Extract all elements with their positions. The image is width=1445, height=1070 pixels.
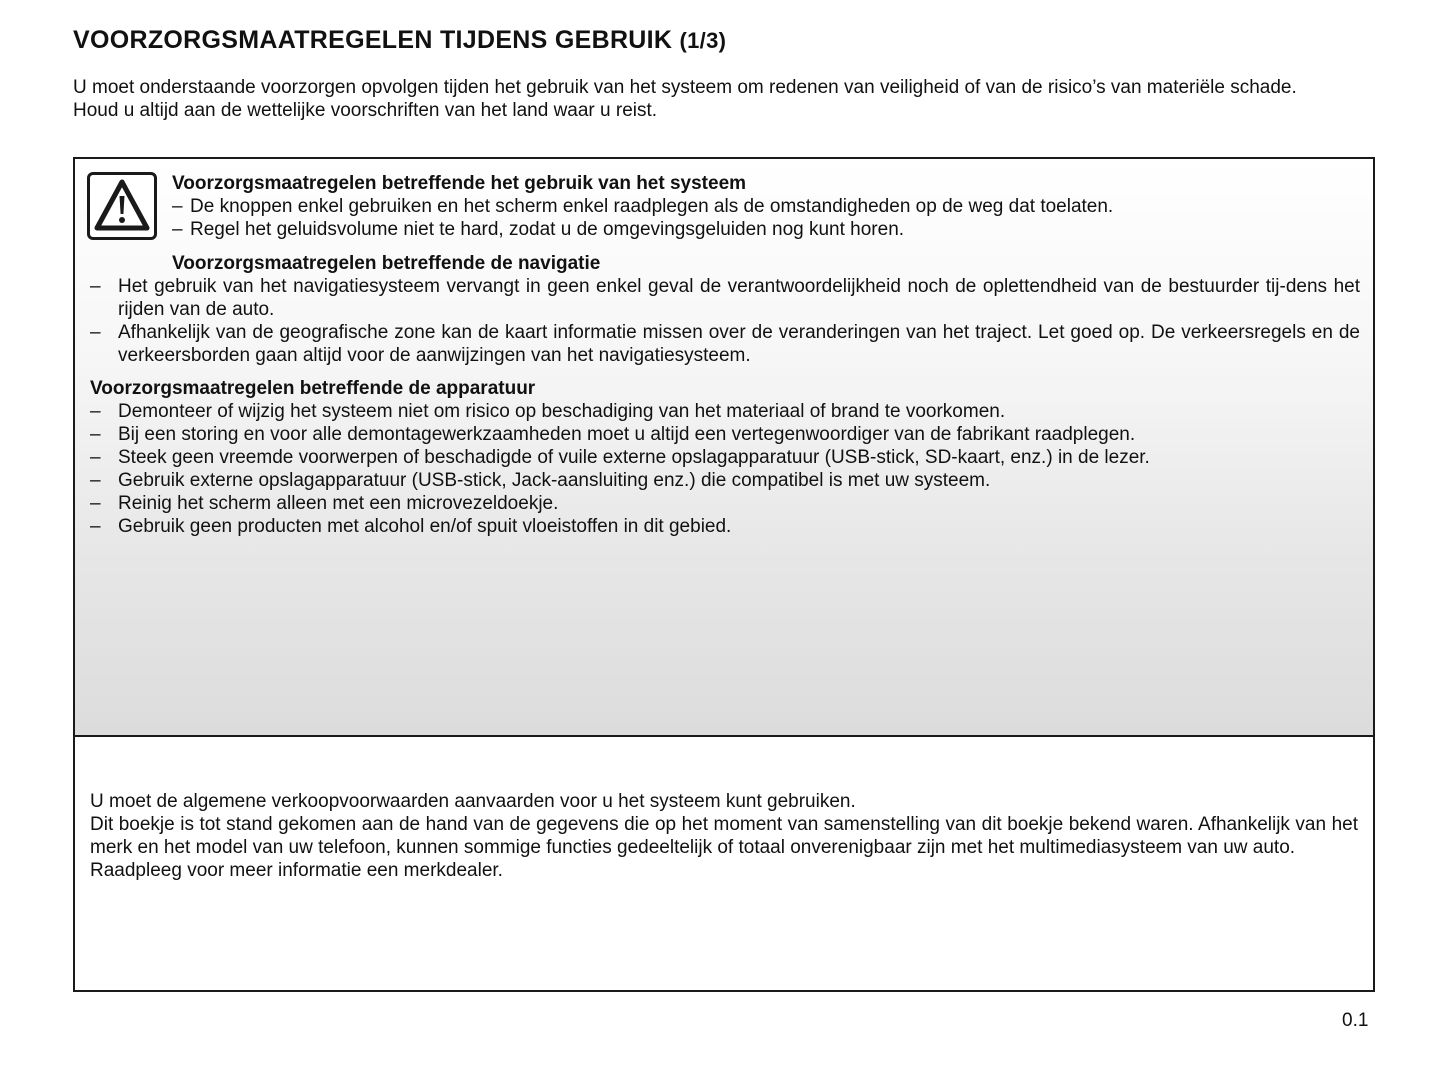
equipment-precautions-section [90, 377, 1360, 538]
warning-triangle-graphic [93, 178, 151, 234]
info-paragraph-3: Raadpleeg voor meer informatie een merkdealer. [90, 860, 503, 881]
page-title-suffix: (1/3) [679, 28, 727, 53]
list-item: – De knoppen enkel gebruiken en het scherm enkel raadplegen als de omstandigheden op de weg dat toelaten. [172, 195, 1352, 218]
system-precautions-section [172, 172, 1352, 241]
warning-triangle-icon [87, 172, 157, 240]
page-title-text: VOORZORGSMAATREGELEN TIJDENS GEBRUIK [73, 26, 673, 54]
info-text [90, 790, 1358, 882]
list-item: – Afhankelijk van de geografische zone kan de kaart informatie missen over de veranderingen van het traject. Let goed op. De verkeersregels en de verkeersborden gaan altijd voor de aanwijzingen van het navigatiesysteem. [90, 321, 1360, 367]
list-item: – Regel het geluidsvolume niet te hard, zodat u de omgevingsgeluiden nog kunt horen. [172, 218, 1352, 241]
intro-text [73, 76, 1383, 122]
navigation-precautions-section [90, 252, 1360, 367]
system-precautions-title: Voorzorgsmaatregelen betreffende het gebruik van het systeem [172, 173, 747, 194]
navigation-precautions-title: Voorzorgsmaatregelen betreffende de navigatie [172, 253, 601, 274]
equipment-precautions-title: Voorzorgsmaatregelen betreffende de apparatuur [90, 378, 536, 399]
precautions-box [73, 157, 1375, 992]
warning-panel [75, 159, 1373, 737]
page-title [73, 24, 726, 57]
navigation-precautions-list [90, 275, 1360, 367]
list-item: – Demonteer of wijzig het systeem niet om risico op beschadiging van het materiaal of brand te voorkomen. [90, 400, 1360, 423]
page-number: 0.1 [1342, 1010, 1369, 1031]
list-item: – Bij een storing en voor alle demontagewerkzaamheden moet u altijd een vertegenwoordiger van de fabrikant raadplegen. [90, 423, 1360, 446]
list-item: – Reinig het scherm alleen met een microvezeldoekje. [90, 492, 1360, 515]
intro-line-2: Houd u altijd aan de wettelijke voorschriften van het land waar u reist. [73, 100, 658, 121]
info-paragraph-1: U moet de algemene verkoopvoorwaarden aanvaarden voor u het systeem kunt gebruiken. [90, 791, 856, 812]
list-item: – Gebruik externe opslagapparatuur (USB-stick, Jack-aansluiting enz.) die compatibel is met uw systeem. [90, 469, 1360, 492]
intro-line-1: U moet onderstaande voorzorgen opvolgen tijden het gebruik van het systeem om redenen van veiligheid of van de risico’s van materiële schade. [73, 77, 1297, 98]
list-item: – Steek geen vreemde voorwerpen of beschadigde of vuile externe opslagapparatuur (USB-stick, SD-kaart, enz.) in de lezer. [90, 446, 1360, 469]
system-precautions-list [172, 195, 1352, 241]
list-item: – Het gebruik van het navigatiesysteem vervangt in geen enkel geval de verantwoordelijkheid noch de oplettendheid van de bestuurder tij-dens het rijden van de auto. [90, 275, 1360, 321]
info-paragraph-2: Dit boekje is tot stand gekomen aan de hand van de gegevens die op het moment van samenstelling van dit boekje bekend waren. Afhankelijk van het merk en het model van uw telefoon, kunnen sommige functies gedeeltelijk of totaal onverenigbaar zijn met het multimediasysteem van uw auto. [90, 814, 1358, 858]
list-item: – Gebruik geen producten met alcohol en/of spuit vloeistoffen in dit gebied. [90, 515, 1360, 538]
equipment-precautions-list [90, 400, 1360, 538]
